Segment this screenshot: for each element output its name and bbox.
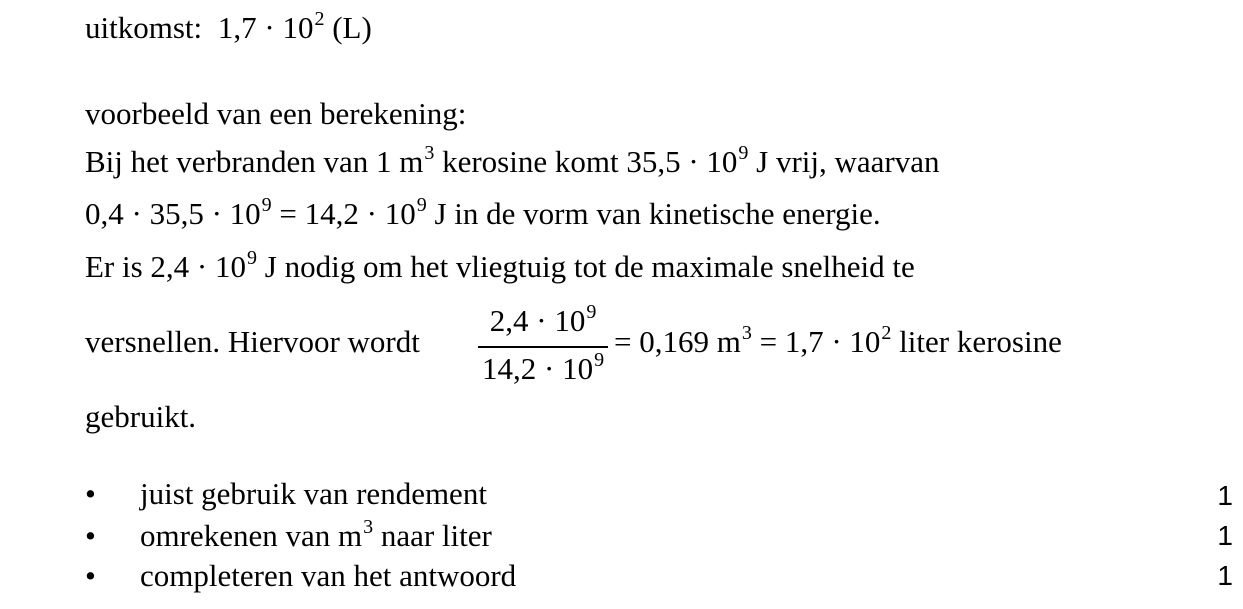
bullet-icon: • <box>85 476 96 511</box>
exponent: 2 <box>881 322 892 344</box>
result-exponent: 2 <box>314 8 325 30</box>
text-span: omrekenen van m <box>140 518 363 553</box>
exponent: 9 <box>738 142 749 164</box>
text-span: J nodig om het vliegtuig tot de maximale snelheid te <box>257 249 915 284</box>
text-span: Bij het verbranden van 1 m <box>85 144 424 179</box>
fraction-numerator <box>478 303 608 343</box>
exponent: 9 <box>247 247 258 269</box>
text-span: = 1,7 · 10 <box>751 324 881 359</box>
result-value: 1,7 · 10 <box>217 10 314 45</box>
text-span: Er is 2,4 · 10 <box>85 249 247 284</box>
text-span: liter kerosine <box>891 324 1062 359</box>
criterion-score: 1 <box>1217 560 1233 591</box>
text-span: J in de vorm van kinetische energie. <box>426 196 881 231</box>
exponent: 9 <box>261 194 272 216</box>
text-span: 0,4 · 35,5 · 10 <box>85 196 261 231</box>
text-span: 2,4 · 10 <box>489 303 586 338</box>
text-span: 14,2 · 10 <box>482 351 594 386</box>
exponent: 3 <box>363 516 374 538</box>
exponent: 9 <box>416 194 427 216</box>
example-line-4-end <box>614 322 1062 366</box>
exponent: 9 <box>594 349 605 371</box>
bullet-icon: • <box>85 558 96 593</box>
result-label: uitkomst: <box>85 10 203 45</box>
fraction-denominator <box>478 351 608 391</box>
bullet-icon: • <box>85 518 96 553</box>
criterion-text: completeren van het antwoord <box>140 558 517 593</box>
result-unit: (L) <box>332 10 372 45</box>
result-line <box>85 8 372 52</box>
text-span: naar liter <box>373 518 492 553</box>
criterion-score: 1 <box>1217 520 1233 551</box>
example-line-1 <box>85 142 940 186</box>
example-line-4-start: versnellen. Hiervoor wordt <box>85 324 420 359</box>
text-span: = 0,169 m <box>614 324 741 359</box>
example-line-3 <box>85 247 915 291</box>
exponent: 3 <box>741 322 752 344</box>
example-heading: voorbeeld van een berekening: <box>85 96 467 131</box>
example-line-5: gebruikt. <box>85 399 197 434</box>
text-span: = 14,2 · 10 <box>271 196 416 231</box>
example-line-2 <box>85 194 881 238</box>
text-span: kerosine komt 35,5 · 10 <box>434 144 738 179</box>
text-span: J vrij, waarvan <box>748 144 940 179</box>
criterion-text: juist gebruik van rendement <box>140 476 487 511</box>
fraction <box>478 303 608 391</box>
exponent: 3 <box>424 142 435 164</box>
exponent: 9 <box>586 301 597 323</box>
criterion-score: 1 <box>1217 480 1233 511</box>
criterion-text <box>140 518 492 554</box>
fraction-bar <box>478 346 608 348</box>
